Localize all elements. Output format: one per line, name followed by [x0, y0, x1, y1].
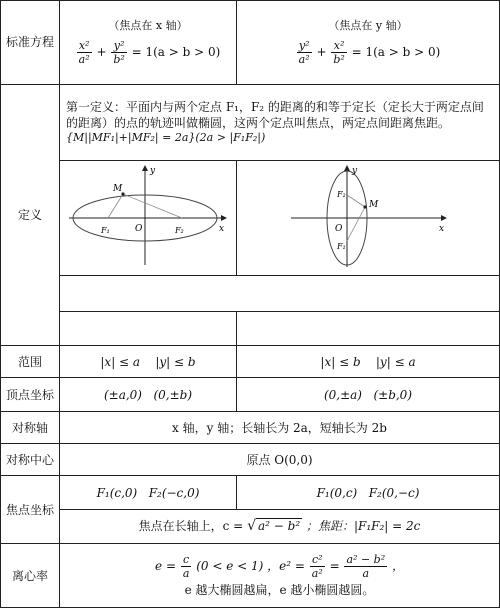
- equation-y: $\frac{\text{y²}}{\text{a²}}$ + $\frac{\text{x²}}{\text{b²}}$ = 1(a > b > 0): [298, 39, 441, 67]
- label-symmetry-center: 对称中心: [1, 444, 60, 476]
- row-empty-2: [1, 312, 500, 346]
- focus-y: F₁(0,c) F₂(0,−c): [237, 476, 500, 510]
- label-symmetry-axis: 对称轴: [1, 412, 60, 444]
- cell-standard-x: [60, 1, 237, 85]
- svg-text:y: y: [351, 166, 357, 176]
- row-range: [1, 346, 500, 378]
- ellipse-x-diagram: [61, 161, 236, 271]
- vertex-y: (0,±a) (±b,0): [237, 378, 500, 412]
- svg-text:x: x: [438, 224, 444, 234]
- cell-standard-y: [237, 1, 500, 85]
- row-symmetry-axis: [1, 412, 500, 444]
- svg-text:F₂: F₂: [174, 226, 184, 235]
- empty-cell: [60, 276, 500, 312]
- label-definition: 定义: [1, 85, 60, 346]
- svg-text:O: O: [334, 224, 342, 234]
- symmetry-axis-text: x 轴，y 轴；长轴长为 2a，短轴长为 2b: [60, 412, 500, 444]
- svg-text:y: y: [149, 166, 155, 176]
- empty-cell: [60, 312, 237, 346]
- eccentricity-cell: [60, 544, 500, 608]
- caption-focus-y: （焦点在 y 轴）: [328, 18, 408, 32]
- svg-text:M: M: [368, 200, 378, 210]
- svg-text:x: x: [218, 224, 224, 234]
- label-range: 范围: [1, 346, 60, 378]
- row-vertex: [1, 378, 500, 412]
- definition-text: 第一定义：平面内与两个定点 F₁，F₂ 的距离的和等于定长（定长大于两定点间的距离）的点的轨迹叫做椭圆，这两个定点叫焦点，两定点间距离焦距。: [66, 99, 484, 131]
- focus-x: F₁(c,0) F₂(−c,0): [60, 476, 237, 510]
- figure-ellipse-y: [237, 161, 500, 276]
- label-standard-equation: 标准方程: [1, 1, 60, 85]
- svg-text:M: M: [112, 184, 122, 194]
- figure-ellipse-x: [60, 161, 237, 276]
- row-empty-1: [1, 276, 500, 312]
- focal-distance-text: 焦点在长轴上，c = √ a² − b² ；焦距：|F₁F₂| = 2c: [60, 510, 500, 544]
- caption-focus-x: （焦点在 x 轴）: [108, 18, 188, 32]
- vertex-x: (±a,0) (0,±b): [60, 378, 237, 412]
- svg-text:F₂: F₂: [336, 190, 346, 199]
- symmetry-center-text: 原点 O(0,0): [60, 444, 500, 476]
- range-x: |x| ≤ a |y| ≤ b: [60, 346, 237, 378]
- empty-cell: [237, 312, 500, 346]
- row-focus: [1, 476, 500, 510]
- definition-formula: {M||MF₁|+|MF₂| = 2a}(2a > |F₁F₂|): [66, 131, 266, 145]
- row-standard-equation: [1, 1, 500, 85]
- label-vertex: 顶点坐标: [1, 378, 60, 412]
- range-y: |x| ≤ b |y| ≤ a: [237, 346, 500, 378]
- label-eccentricity: 离心率: [1, 544, 60, 608]
- row-definition-figures: [1, 161, 500, 276]
- row-symmetry-center: [1, 444, 500, 476]
- definition-text-cell: [60, 85, 500, 161]
- equation-x: $\frac{\text{x²}}{\text{a²}}$ + $\frac{\text{y²}}{\text{b²}}$ = 1(a > b > 0): [78, 39, 221, 67]
- row-focus-distance: [1, 510, 500, 544]
- svg-text:F₁: F₁: [336, 242, 346, 251]
- row-definition-text: [1, 85, 500, 161]
- label-focus: 焦点坐标: [1, 476, 60, 544]
- ellipse-y-diagram: [281, 161, 456, 271]
- svg-text:O: O: [134, 224, 142, 234]
- eccentricity-formula: e = $\frac{c}{a}$ (0 < e < 1) ，e² = $\frac{\text{c²}}{\text{a²}}$ = $\frac{\text{a² − b²}}{a}$ ，: [155, 553, 404, 581]
- eccentricity-note: e 越大椭圆越扁，e 越小椭圆越圆。: [184, 583, 375, 598]
- svg-text:F₁: F₁: [100, 226, 110, 235]
- row-eccentricity: [1, 544, 500, 608]
